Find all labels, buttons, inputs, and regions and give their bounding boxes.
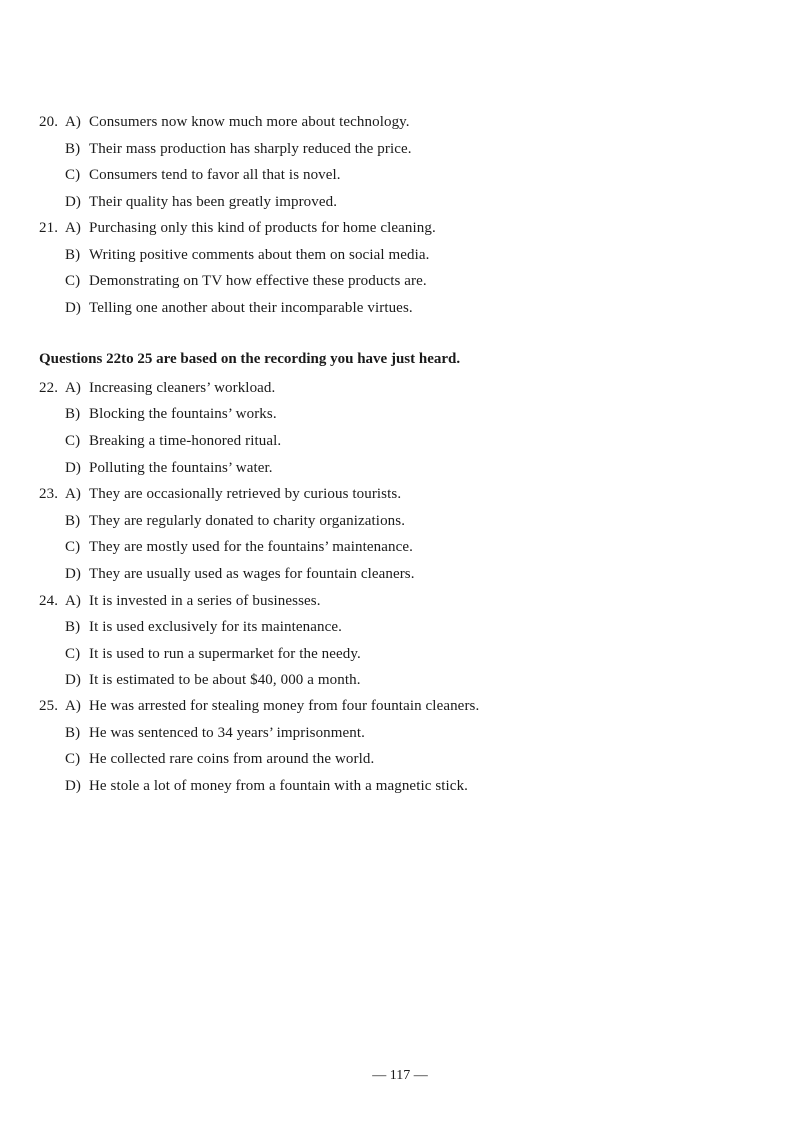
option-letter: B) [65,406,81,422]
question-20-option-a [39,113,410,131]
option-text: Polluting the fountains’ water. [89,460,273,476]
question-number: 24. [39,593,59,609]
option-letter: C) [65,646,81,662]
option-text: Their quality has been greatly improved. [89,194,338,210]
question-22-option-a [39,379,275,397]
question-number: 21. [39,220,59,236]
question-number: 25. [39,698,59,714]
option-letter: C) [65,751,81,767]
option-letter: B) [65,513,81,529]
question-24-option-b [65,618,342,636]
option-letter: A) [65,380,82,396]
option-text: He was arrested for stealing money from four fountain cleaners. [89,698,480,714]
question-23-option-c [65,538,413,556]
option-text: Telling one another about their incomparable virtues. [89,300,413,316]
question-20-option-c [65,166,341,184]
question-22-option-c [65,432,281,450]
option-text: It is invested in a series of businesses. [89,593,321,609]
question-25-option-b [65,724,365,742]
option-letter: B) [65,725,81,741]
option-text: Consumers tend to favor all that is novel. [89,167,341,183]
question-20-option-d [65,193,337,211]
option-letter: D) [65,778,82,794]
question-25-option-d [65,777,468,795]
option-letter: D) [65,672,82,688]
option-text: It is estimated to be about $40, 000 a month. [89,672,361,688]
option-text: They are occasionally retrieved by curious tourists. [89,486,402,502]
option-letter: D) [65,460,82,476]
option-text: Their mass production has sharply reduced the price. [89,141,412,157]
option-text: Demonstrating on TV how effective these products are. [89,273,427,289]
question-24-option-a [39,592,321,610]
option-letter: A) [65,114,82,130]
option-text: It is used exclusively for its maintenance. [89,619,342,635]
option-text: He stole a lot of money from a fountain with a magnetic stick. [89,778,469,794]
question-number: 23. [39,486,59,502]
question-21-option-b [65,246,429,264]
question-23-option-a [39,485,401,503]
option-letter: C) [65,539,81,555]
option-text: Purchasing only this kind of products for home cleaning. [89,220,436,236]
option-text: He was sentenced to 34 years’ imprisonment. [89,725,366,741]
question-24-option-c [65,645,361,663]
question-number: 20. [39,114,59,130]
page-number: — 117 — [372,1068,428,1083]
option-text: Blocking the fountains’ works. [89,406,277,422]
question-number: 22. [39,380,59,396]
option-letter: C) [65,433,81,449]
question-21-option-c [65,272,427,290]
option-letter: A) [65,486,82,502]
option-text: He collected rare coins from around the world. [89,751,375,767]
question-21-option-a [39,219,436,237]
question-23-option-d [65,565,415,583]
question-24-option-d [65,671,361,689]
option-text: They are mostly used for the fountains’ maintenance. [89,539,413,555]
question-21-option-d [65,299,413,317]
option-letter: B) [65,247,81,263]
section-heading: Questions 22to 25 are based on the recording you have just heard. [39,351,461,367]
option-letter: B) [65,619,81,635]
option-letter: C) [65,167,81,183]
question-22-option-d [65,459,273,477]
option-letter: A) [65,593,82,609]
option-letter: C) [65,273,81,289]
question-20-option-b [65,140,412,158]
option-text: Consumers now know much more about technology. [89,114,410,130]
option-letter: D) [65,194,82,210]
option-text: They are usually used as wages for fountain cleaners. [89,566,415,582]
question-22-option-b [65,405,277,423]
question-25-option-a [39,697,479,715]
option-text: Breaking a time-honored ritual. [89,433,282,449]
option-text: Writing positive comments about them on social media. [89,247,430,263]
question-23-option-b [65,512,405,530]
option-text: It is used to run a supermarket for the needy. [89,646,361,662]
option-text: Increasing cleaners’ workload. [89,380,276,396]
option-letter: B) [65,141,81,157]
option-letter: D) [65,566,82,582]
option-letter: D) [65,300,82,316]
option-letter: A) [65,698,82,714]
option-letter: A) [65,220,82,236]
option-text: They are regularly donated to charity organizations. [89,513,406,529]
question-25-option-c [65,750,374,768]
